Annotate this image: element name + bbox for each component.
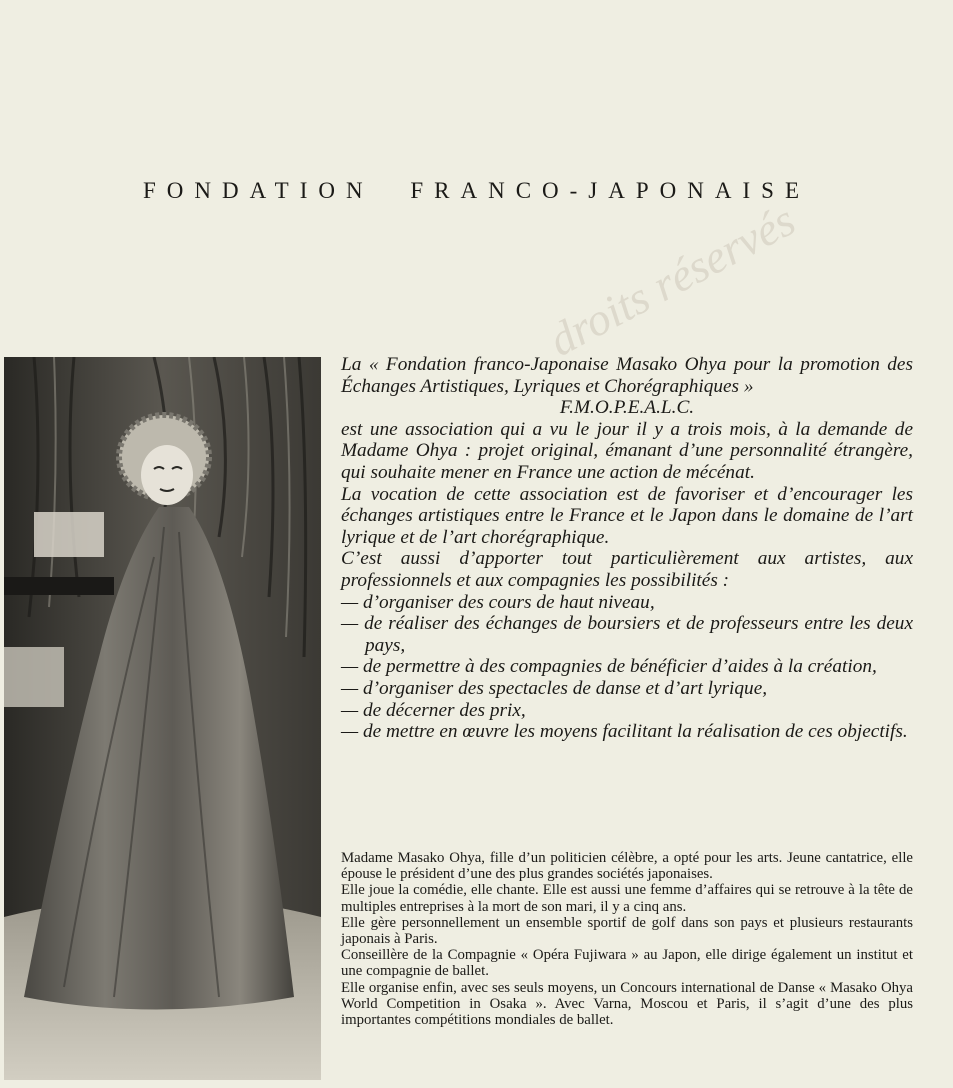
bio-paragraph: Conseillère de la Compagnie « Opéra Fujiwara » au Japon, elle dirige également un institut et une compagnie de ballet. — [341, 947, 913, 980]
biography — [341, 850, 913, 1028]
list-item: — d’organiser des cours de haut niveau, — [341, 591, 655, 613]
aims-list — [341, 592, 913, 743]
list-item: — de permettre à des compagnies de bénéficier d’aides à la création, — [341, 656, 877, 678]
intro-paragraph-name: La « Fondation franco-Japonaise Masako Ohya pour la promotion des Échanges Artistiques, Lyriques et Chorégraphiques » — [341, 354, 913, 397]
bio-paragraph: Elle organise enfin, avec ses seuls moyens, un Concours international de Danse « Masako Ohya World Competition in Osaka ». Avec Varna, Moscou et Paris, il s’agit d’une des plus importantes compétitions mondiales de ballet. — [341, 979, 913, 1029]
list-item: — d’organiser des spectacles de danse et d’art lyrique, — [341, 677, 768, 699]
portrait-photo — [4, 357, 321, 1080]
bio-paragraph: Madame Masako Ohya, fille d’un politicien célèbre, a opté pour les arts. Jeune cantatrice, elle épouse le président d’une des plus grandes sociétés japonaises. — [341, 850, 913, 883]
bio-paragraph: Elle gère personnellement un ensemble sportif de golf dans son pays et plusieurs restaurants japonais à Paris. — [341, 914, 913, 948]
bio-paragraph: Elle joue la comédie, elle chante. Elle est aussi une femme d’affaires qui se retrouve à la tête de multiples entreprises à la mort de son mari, il y a cinq ans. — [341, 882, 913, 915]
copyright-watermark — [540, 193, 804, 367]
page-title: FONDATION FRANCO-JAPONAISE — [142, 178, 810, 204]
intro-paragraph-aims: C’est aussi d’apporter tout particulièrement aux artistes, aux professionnels et aux compagnies les possibilités : — [341, 548, 913, 591]
portrait-illustration — [4, 357, 321, 1080]
list-item: — de décerner des prix, — [341, 699, 526, 721]
watermark-text: droits réservés — [540, 193, 804, 366]
intro-acronym: F.M.O.P.E.A.L.C. — [559, 397, 695, 419]
list-item: — de réaliser des échanges de boursiers et de professeurs entre les deux pays, — [341, 613, 913, 656]
foundation-description — [341, 354, 913, 743]
intro-paragraph-vocation: La vocation de cette association est de favoriser et d’encourager les échanges artistiques entre le France et le Japon dans le domaine de l’art lyrique et de l’art chorégraphique. — [341, 483, 913, 548]
list-item: — de mettre en œuvre les moyens facilitant la réalisation de ces objectifs. — [341, 721, 908, 743]
intro-paragraph-origin: est une association qui a vu le jour il y a trois mois, à la demande de Madame Ohya : projet original, émanant d’une personnalité étrangère, qui souhaite mener en France une action de mécénat. — [341, 418, 913, 483]
